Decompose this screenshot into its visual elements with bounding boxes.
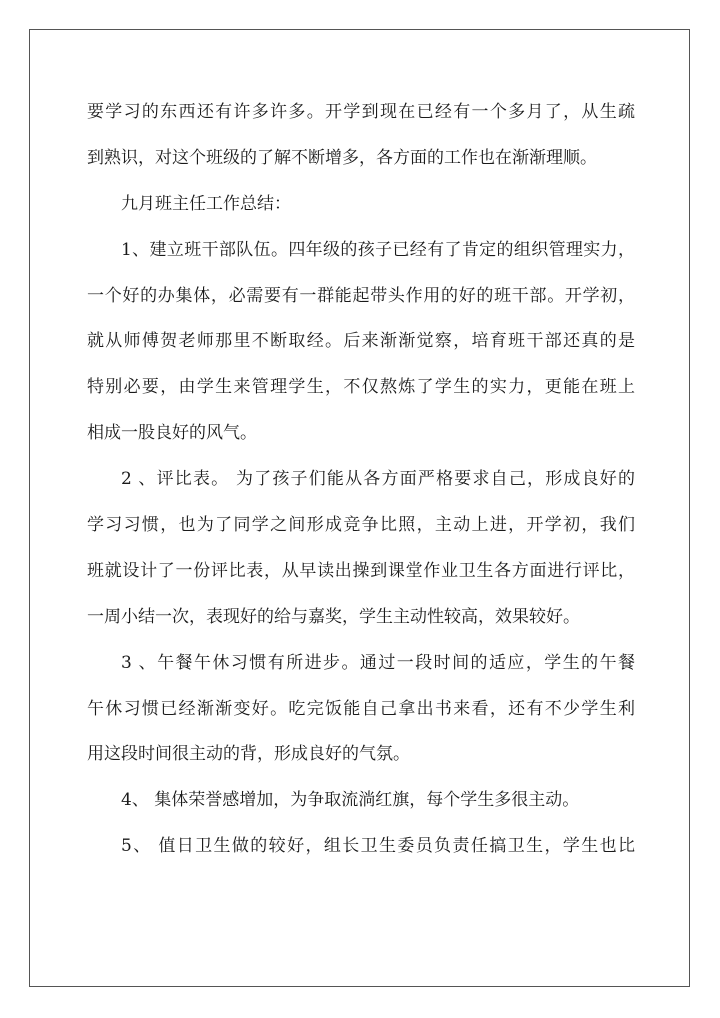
text-line: 午休习惯已经渐渐变好。吃完饭能自己拿出书来看，还有不少学生利: [87, 698, 635, 719]
text-line: 就从师傅贺老师那里不断取经。后来渐渐觉察，培育班干部还真的是: [87, 331, 635, 352]
text-line: 要学习的东西还有许多许多。开学到现在已经有一个多月了，从生疏: [87, 102, 635, 122]
text-line: 3 、午餐午休习惯有所进步。通过一段时间的适应，学生的午餐: [121, 652, 635, 673]
text-line: 学习习惯，也为了同学之间形成竞争比照，主动上进，开学初，我们: [87, 515, 635, 536]
text-line: 1、建立班干部队伍。四年级的孩子已经有了肯定的组织管理实力，: [121, 239, 635, 260]
text-line: 一个好的办集体，必需要有一群能起带头作用的好的班干部。开学初，: [87, 285, 635, 306]
text-line: 班就设计了一份评比表，从早读出操到课堂作业卫生各方面进行评比，: [87, 560, 635, 581]
text-line: 特别必要，由学生来管理学生，不仅熬炼了学生的实力，更能在班上: [87, 377, 635, 398]
text-line: 用这段时间很主动的背，形成良好的气氛。: [87, 744, 410, 765]
text-line: 一周小结一次，表现好的给与嘉奖，学生主动性较高，效果较好。: [87, 606, 580, 627]
text-line: 5、 值日卫生做的较好，组长卫生委员负责任搞卫生，学生也比: [121, 836, 635, 857]
section-heading: 九月班主任工作总结：: [121, 193, 291, 214]
text-line: 到熟识，对这个班级的了解不断增多，各方面的工作也在渐渐理顺。: [87, 147, 597, 168]
document-body: [87, 90, 635, 870]
text-line: 2 、评比表。 为了孩子们能从各方面严格要求自己，形成良好的: [121, 469, 635, 490]
text-line: 相成一股良好的风气。: [87, 423, 257, 444]
text-line: 4、 集体荣誉感增加，为争取流淌红旗，每个学生多很主动。: [121, 790, 580, 811]
